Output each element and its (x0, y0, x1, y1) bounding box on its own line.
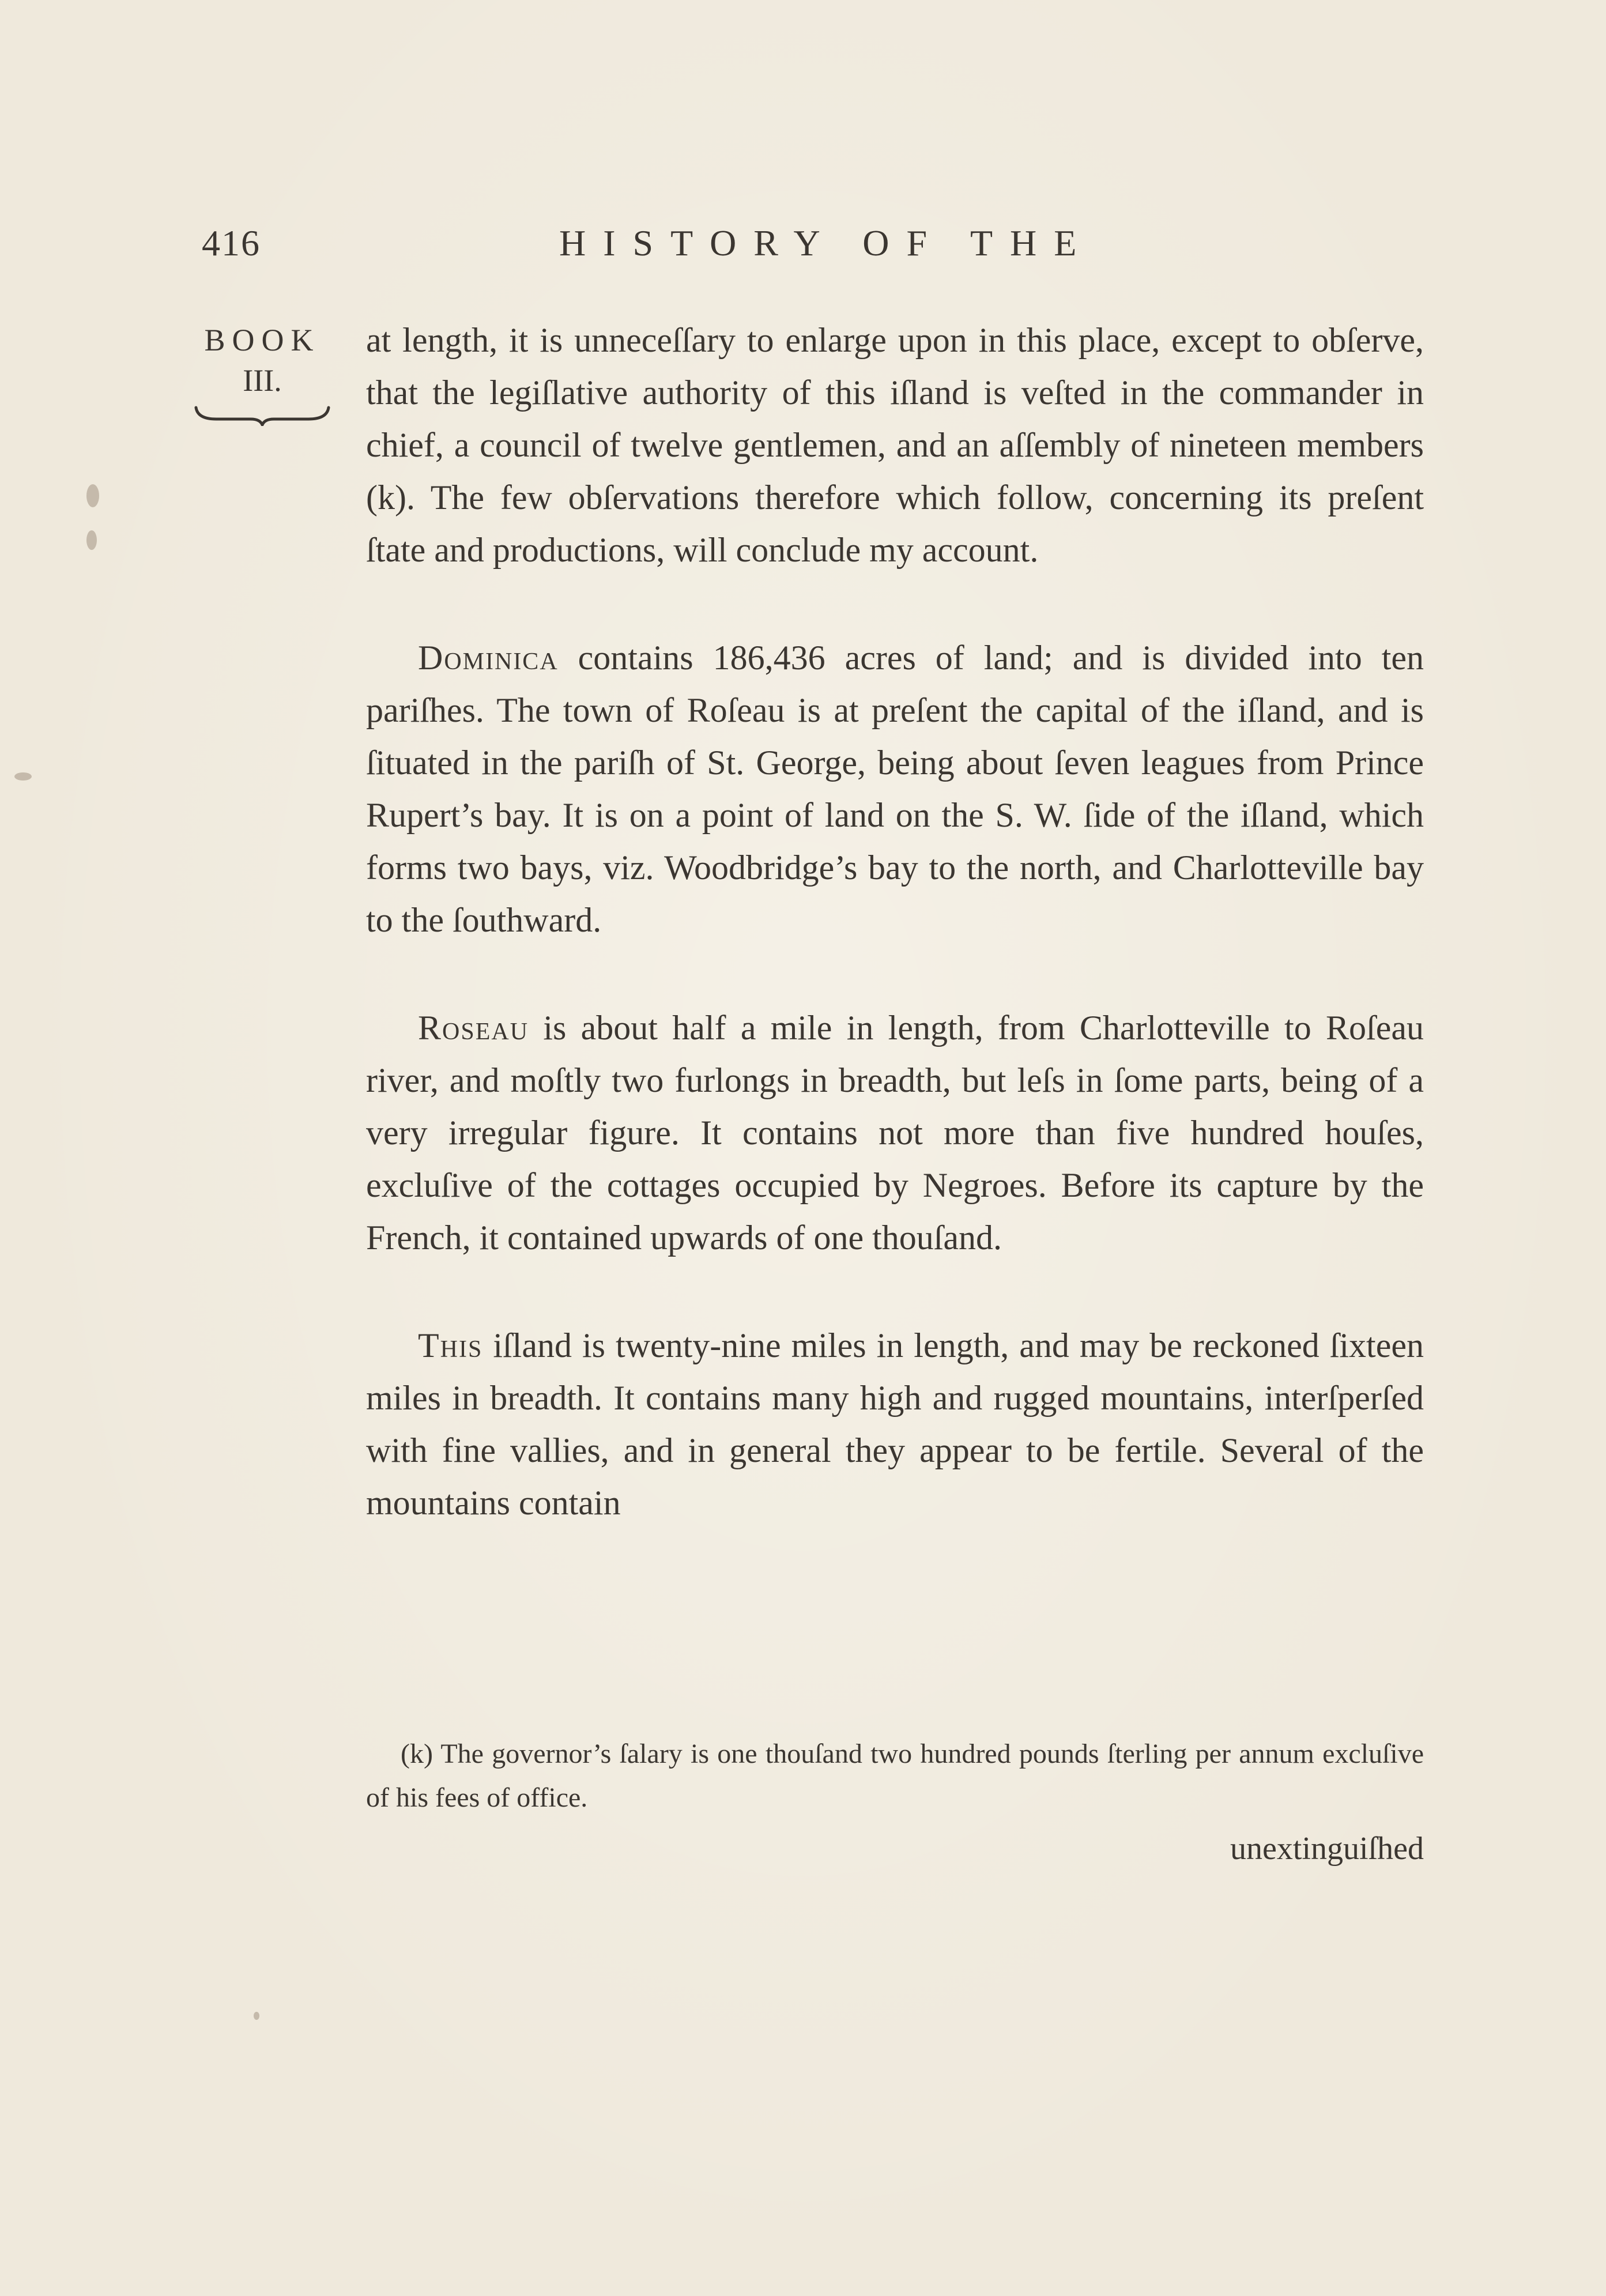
catchword: unextinguiſhed (1230, 1831, 1424, 1867)
paragraph-lead: This (418, 1326, 483, 1364)
paragraph-text: contains 186,436 acres of land; and is divided into ten pariſhes. The town of Roſeau is at preſent the capital of the iſland, and is ſituated in the pariſh of St. George, being about ſeven leagues from Prince Rupert’s bay. It is on a point of land on the S. W. ſide of the iſland, which forms two bays, viz. Woodbridge’s bay to the north, and Charlotteville bay to the ſouthward. (366, 639, 1424, 939)
ink-smudge (86, 484, 99, 507)
paragraph-2 (366, 632, 1424, 947)
paragraph-text: at length, it is unneceſſary to enlarge upon in this place, except to obſerve, that the legiſlative authority of this iſland is veſted in the commander in chief, a council of twelve gentlemen, and an aſſembly of nineteen members (k). The few obſervations therefore which follow, concerning its preſent ſtate and productions, will conclude my account. (366, 321, 1424, 569)
paragraph-3 (366, 1002, 1424, 1264)
brace-ornament-icon (193, 403, 331, 426)
paragraph-lead: Roseau (418, 1009, 529, 1047)
paragraph-lead: Dominica (418, 639, 559, 677)
ink-smudge (254, 2012, 259, 2020)
side-note-book: BOOK (204, 323, 321, 357)
side-note (184, 320, 340, 426)
main-text (366, 314, 1424, 1529)
paragraph-text: iſland is twenty-nine miles in length, and may be reckoned ſixteen miles in breadth. It contains many high and rugged mountains, interſperſed with fine vallies, and in general they appear to be fertile. Several of the mountains contain (366, 1326, 1424, 1522)
running-title: HISTORY OF THE (559, 223, 1094, 263)
paragraph-1 (366, 314, 1424, 576)
ink-smudge (86, 530, 97, 550)
ink-smudge (14, 772, 32, 781)
side-note-volume: III. (243, 363, 282, 398)
paragraph-4 (366, 1319, 1424, 1529)
paragraph-text: is about half a mile in length, from Charlotteville to Roſeau river, and moſtly two furlongs in breadth, but leſs in ſome parts, being of a very irregular figure. It contains not more than five hundred houſes, excluſive of the cottages occupied by Negroes. Before its capture by the French, it contained upwards of one thouſand. (366, 1009, 1424, 1257)
running-head (202, 222, 1412, 274)
page-number: 416 (202, 223, 261, 263)
footnote: (k) The governor’s ſalary is one thouſand two hundred pounds ſterling per annum excluſive of his fees of office. (366, 1739, 1424, 1813)
